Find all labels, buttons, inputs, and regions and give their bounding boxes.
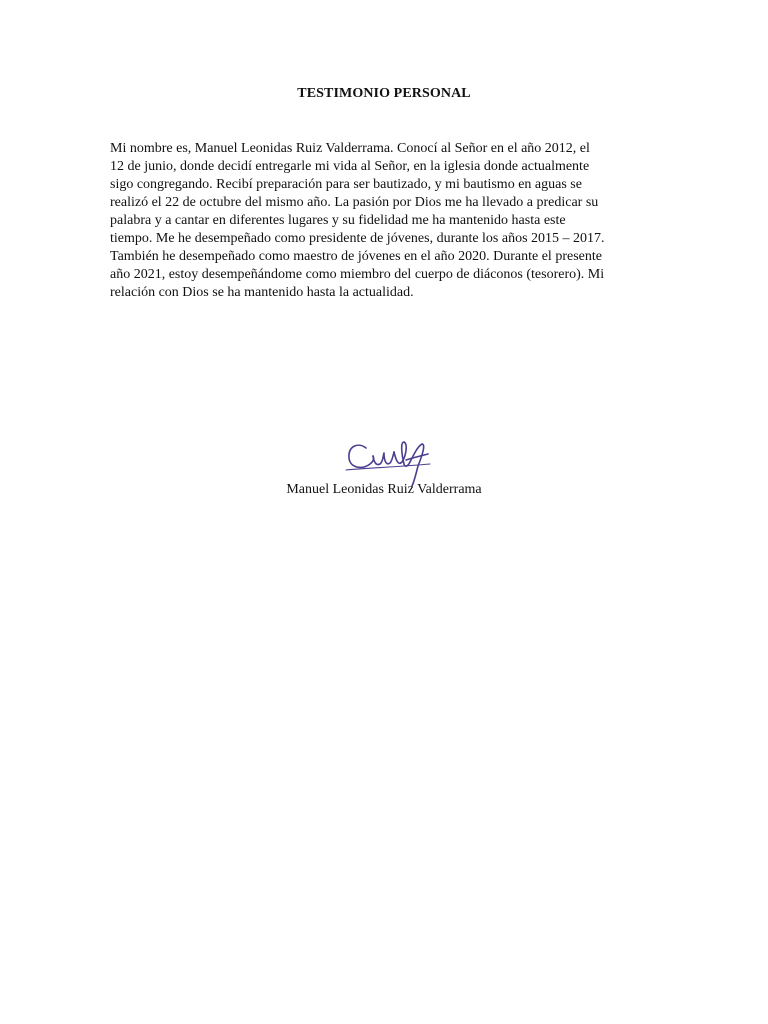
testimony-paragraph bbox=[110, 140, 670, 302]
document-title: TESTIMONIO PERSONAL bbox=[297, 86, 471, 101]
paragraph-line: tiempo. Me he desempeñado como presidente de jóvenes, durante los años 2015 – 2017. bbox=[110, 231, 605, 246]
paragraph-line: Mi nombre es, Manuel Leonidas Ruiz Valderrama. Conocí al Señor en el año 2012, el bbox=[110, 141, 590, 156]
paragraph-line: También he desempeñado como maestro de jóvenes en el año 2020. Durante el presente bbox=[110, 249, 602, 264]
paragraph-line: sigo congregando. Recibí preparación para ser bautizado, y mi bautismo en aguas se bbox=[110, 177, 582, 192]
paragraph-line: 12 de junio, donde decidí entregarle mi vida al Señor, en la iglesia donde actualmente bbox=[110, 159, 590, 174]
paragraph-line: año 2021, estoy desempeñándome como miembro del cuerpo de diáconos (tesorero). Mi bbox=[110, 267, 605, 282]
paragraph-line: relación con Dios se ha mantenido hasta la actualidad. bbox=[110, 285, 414, 300]
signer-name: Manuel Leonidas Ruiz Valderrama bbox=[286, 482, 482, 497]
paragraph-line: realizó el 22 de octubre del mismo año. La pasión por Dios me ha llevado a predicar su bbox=[110, 195, 599, 210]
paragraph-line: palabra y a cantar en diferentes lugares y su fidelidad me ha mantenido hasta este bbox=[110, 213, 566, 228]
